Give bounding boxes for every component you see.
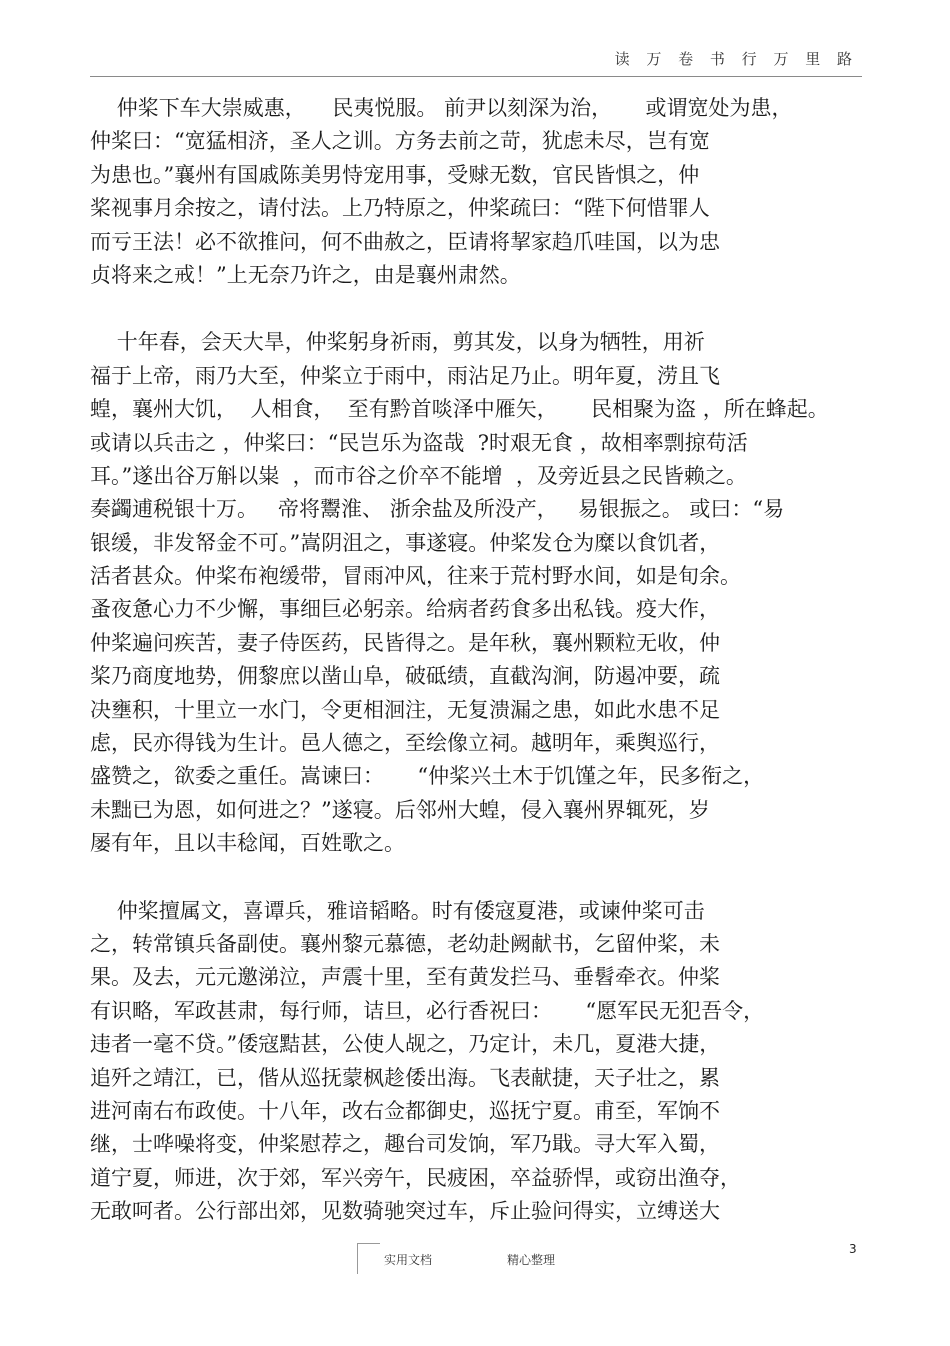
- text-line: 活者甚众。仲桨布袍缓带，冒雨冲风，往来于荒村野水间，如是旬余。: [90, 564, 741, 589]
- header-motto: 读 万 卷 书 行 万 里 路: [614, 50, 858, 68]
- text-line: 道宁夏，师进，次于郊，军兴旁午，民疲困，卒益骄悍，或窃出渔夺，: [90, 1165, 741, 1190]
- text-line: 贞将来之戒！”上无奈乃许之，由是襄州肃然。: [90, 262, 521, 287]
- text-line: 未黜已为恩，如何进之？”遂寝。后邻州大蝗，侵入襄州界辄死，岁: [90, 797, 710, 822]
- paragraph-3: [90, 895, 862, 1229]
- text-line: 福于上帝，雨乃大至，仲桨立于雨中，雨沾足乃止。明年夏，涝且飞: [90, 363, 720, 388]
- text-line: 蚤夜惫心力不少懈，事细巨必躬亲。给病者药食多出私钱。疫大作，: [90, 597, 720, 622]
- text-line: 银缓，非发帑金不可。”嵩阴沮之，事遂寝。仲桨发仓为糜以食饥者，: [90, 530, 721, 555]
- text-line: 违者一毫不贷。”倭寇黠甚，公使人觇之，乃定计，未几，夏港大捷，: [90, 1032, 721, 1057]
- text-line: 屡有年，且以丰稔闻，百姓歌之。: [90, 831, 405, 856]
- text-line: 奏蠲逋税银十万。 帝将鬻淮、 浙余盐及所没产， 易银振之。 或曰：“易: [90, 497, 785, 522]
- text-line: 仲桨擅属文，喜谭兵，雅谙韬略。时有倭寇夏港，或谏仲桨可击: [90, 898, 705, 923]
- page-header: [90, 44, 862, 77]
- text-line: 仲桨曰：“宽猛相济，圣人之训。方务去前之苛，犹虑未尽，岂有宽: [90, 129, 710, 154]
- text-line: 盛赞之，欲委之重任。嵩谏曰： “仲桨兴土木于饥馑之年，民多衔之，: [90, 764, 765, 789]
- text-line: 而亏王法！必不欲推问，何不曲赦之，臣请将挈家趋爪哇国，以为忠: [90, 229, 720, 254]
- document-body: [90, 92, 862, 1263]
- text-line: 果。及去，元元邀涕泣，声震十里，至有黄发拦马、垂髫牵衣。仲桨: [90, 965, 720, 990]
- paragraph-1: [90, 92, 862, 292]
- text-line: 为患也。”襄州有国戚陈美男恃宠用事，受赇无数，官民皆惧之，仲: [90, 162, 700, 187]
- page-footer: [0, 1236, 950, 1296]
- text-line: 仲桨下车大崇威惠， 民夷悦服。 前尹以刻深为治， 或谓宽处为患，: [90, 96, 793, 120]
- footer-label-left: 实用文档: [384, 1253, 433, 1267]
- text-line: 决壅积，十里立一水门，令更相洄注，无复溃漏之患，如此水患不足: [90, 697, 720, 722]
- text-line: 仲桨遍问疾苦，妻子侍医药，民皆得之。是年秋，襄州颗粒无收，仲: [90, 630, 720, 655]
- text-line: 进河南右布政使。十八年，改右佥都御史，巡抚宁夏。甫至，军饷不: [90, 1098, 720, 1123]
- footer-label-right: 精心整理: [507, 1253, 556, 1267]
- text-line: 桨乃商度地势，佣黎庶以凿山阜，破砥绩，直截沟涧，防遏冲要，疏: [90, 664, 720, 689]
- text-line: 耳。”遂出谷万斛以粜 ，而市谷之价卒不能增 ，及旁近县之民皆赖之。: [90, 463, 747, 488]
- text-line: 继，士哗噪将变，仲桨慰荐之，趣台司发饷，军乃戢。寻大军入蜀，: [90, 1132, 720, 1157]
- footer-corner-mark: [357, 1243, 380, 1274]
- text-line: 蝗，襄州大饥， 人相食， 至有黔首啖泽中雁矢， 民相聚为盗 ，所在蜂起。: [90, 397, 829, 422]
- text-line: 十年春，会天大旱，仲桨躬身祈雨，剪其发，以身为牺牲，用祈: [90, 330, 705, 355]
- page-number: 3: [849, 1242, 857, 1256]
- text-line: 无敢呵者。公行部出郊，见数骑驰突过车，斥止验问得实，立缚送大: [90, 1199, 720, 1224]
- text-line: 桨视事月余按之，请付法。上乃特原之，仲桨疏曰：“陛下何惜罪人: [90, 196, 710, 221]
- text-line: 之，转常镇兵备副使。襄州黎元慕德，老幼赴阙献书，乞留仲桨，未: [90, 931, 720, 956]
- text-line: 有识略，军政甚肃，每行师，诘旦，必行香祝曰： “愿军民无犯吾令，: [90, 998, 765, 1023]
- text-line: 虑，民亦得钱为生计。邑人德之，至绘像立祠。越明年，乘舆巡行，: [90, 731, 720, 756]
- paragraph-2: [90, 326, 862, 860]
- text-line: 或请以兵击之 ，仲桨曰：“民岂乐为盗哉 ?时艰无食 ，故相率剽掠苟活: [90, 430, 748, 455]
- text-line: 追歼之靖江，已，偕从巡抚蒙枫趁倭出海。飞表献捷，天子壮之，累: [90, 1065, 720, 1090]
